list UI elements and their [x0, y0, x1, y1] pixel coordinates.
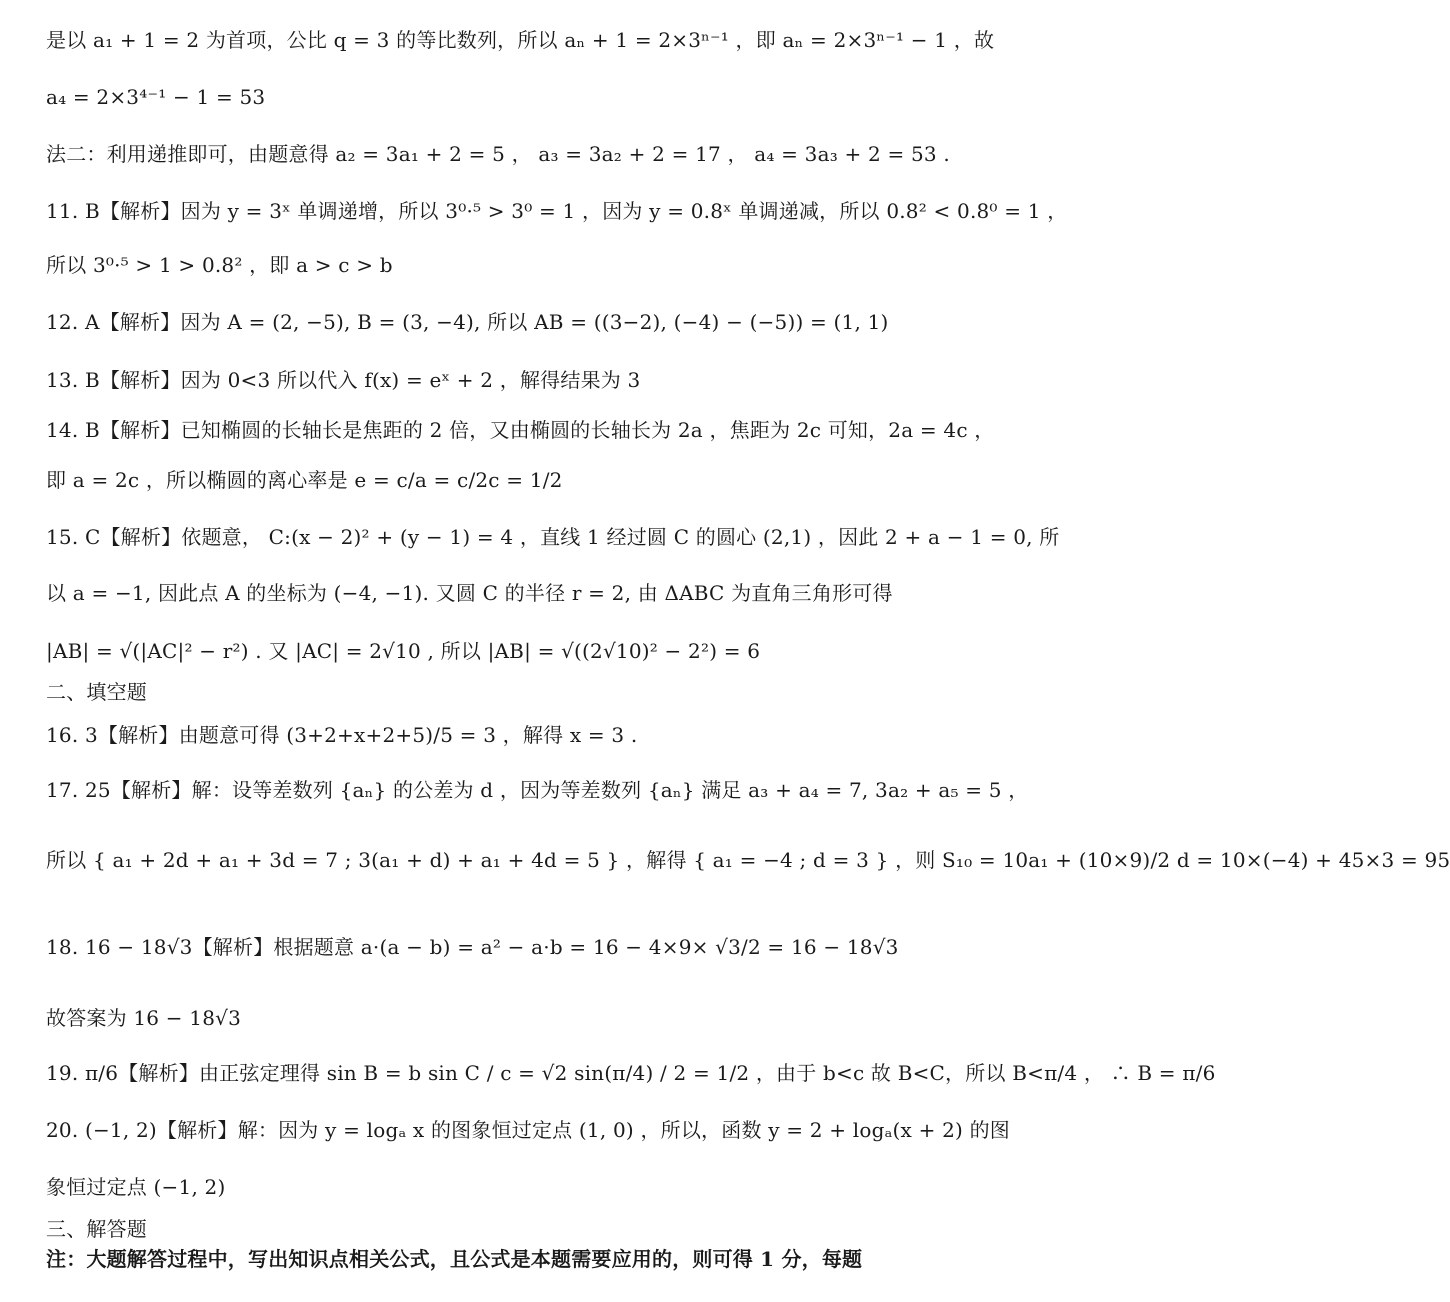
text-line: 14. B【解析】已知椭圆的长轴长是焦距的 2 倍，又由椭圆的长轴长为 2a ，焦距为 2c 可知，2a = 4c ， [46, 418, 995, 442]
text-line: a₄ = 2×3⁴⁻¹ − 1 = 53 [46, 85, 266, 109]
text-line: 所以 { a₁ + 2d + a₁ + 3d = 7 ; 3(a₁ + d) + a₁ + 4d = 5 } ，解得 { a₁ = −4 ; d = 3 } ，则 S₁₀ = 10a₁ + (10×9)/2 d = 10×(−4) + 45×3 = 95 [46, 848, 1450, 872]
text-line: 13. B【解析】因为 0<3 所以代入 f(x) = eˣ + 2 ，解得结果为 3 [46, 368, 641, 392]
text-line: 19. π/6【解析】由正弦定理得 sin B = b sin C / c = √2 sin(π/4) / 2 = 1/2 ，由于 b<c 故 B<C，所以 B<π/4 ， ∴ B = π/6 [46, 1061, 1216, 1085]
text-line: 是以 a₁ + 1 = 2 为首项，公比 q = 3 的等比数列，所以 aₙ + 1 = 2×3ⁿ⁻¹ ，即 aₙ = 2×3ⁿ⁻¹ − 1 ，故 [46, 28, 995, 52]
text-line: 16. 3【解析】由题意可得 (3+2+x+2+5)/5 = 3 ，解得 x = 3 . [46, 723, 638, 747]
text-line: 20. (−1, 2)【解析】解：因为 y = logₐ x 的图象恒过定点 (1, 0) ，所以，函数 y = 2 + logₐ(x + 2) 的图 [46, 1118, 1010, 1142]
text-line: 11. B【解析】因为 y = 3ˣ 单调递增，所以 3⁰·⁵ > 3⁰ = 1 ，因为 y = 0.8ˣ 单调递减，所以 0.8² < 0.8⁰ = 1 ， [46, 199, 1068, 223]
text-line: 以 a = −1, 因此点 A 的坐标为 (−4, −1). 又圆 C 的半径 r = 2, 由 ΔABC 为直角三角形可得 [46, 581, 893, 605]
text-line: 象恒过定点 (−1, 2) [46, 1175, 226, 1199]
text-line: 故答案为 16 − 18√3 [46, 1006, 241, 1030]
section-heading: 三、解答题 [46, 1217, 147, 1241]
text-line: 18. 16 − 18√3【解析】根据题意 a·(a − b) = a² − a·b = 16 − 4×9× √3/2 = 16 − 18√3 [46, 935, 899, 959]
note-line: 注：大题解答过程中，写出知识点相关公式，且公式是本题需要应用的，则可得 1 分，每题 [46, 1247, 863, 1271]
text-line: 17. 25【解析】解：设等差数列 {aₙ} 的公差为 d ，因为等差数列 {aₙ} 满足 a₃ + a₄ = 7, 3a₂ + a₅ = 5 ， [46, 778, 1029, 802]
text-line: 法二：利用递推即可，由题意得 a₂ = 3a₁ + 2 = 5 ， a₃ = 3a₂ + 2 = 17 ， a₄ = 3a₃ + 2 = 53 . [46, 142, 950, 166]
text-line: 即 a = 2c ，所以椭圆的离心率是 e = c/a = c/2c = 1/2 [46, 468, 563, 492]
section-heading: 二、填空题 [46, 680, 147, 704]
text-line: |AB| = √(|AC|² − r²) . 又 |AC| = 2√10 , 所以 |AB| = √((2√10)² − 2²) = 6 [46, 639, 761, 663]
text-line: 所以 3⁰·⁵ > 1 > 0.8² ，即 a > c > b [46, 253, 393, 277]
text-line: 15. C【解析】依题意， C:(x − 2)² + (y − 1) = 4 ，直线 1 经过圆 C 的圆心 (2,1) ，因此 2 + a − 1 = 0, 所 [46, 525, 1060, 549]
text-line: 12. A【解析】因为 A = (2, −5), B = (3, −4), 所以 AB = ((3−2), (−4) − (−5)) = (1, 1) [46, 310, 889, 334]
